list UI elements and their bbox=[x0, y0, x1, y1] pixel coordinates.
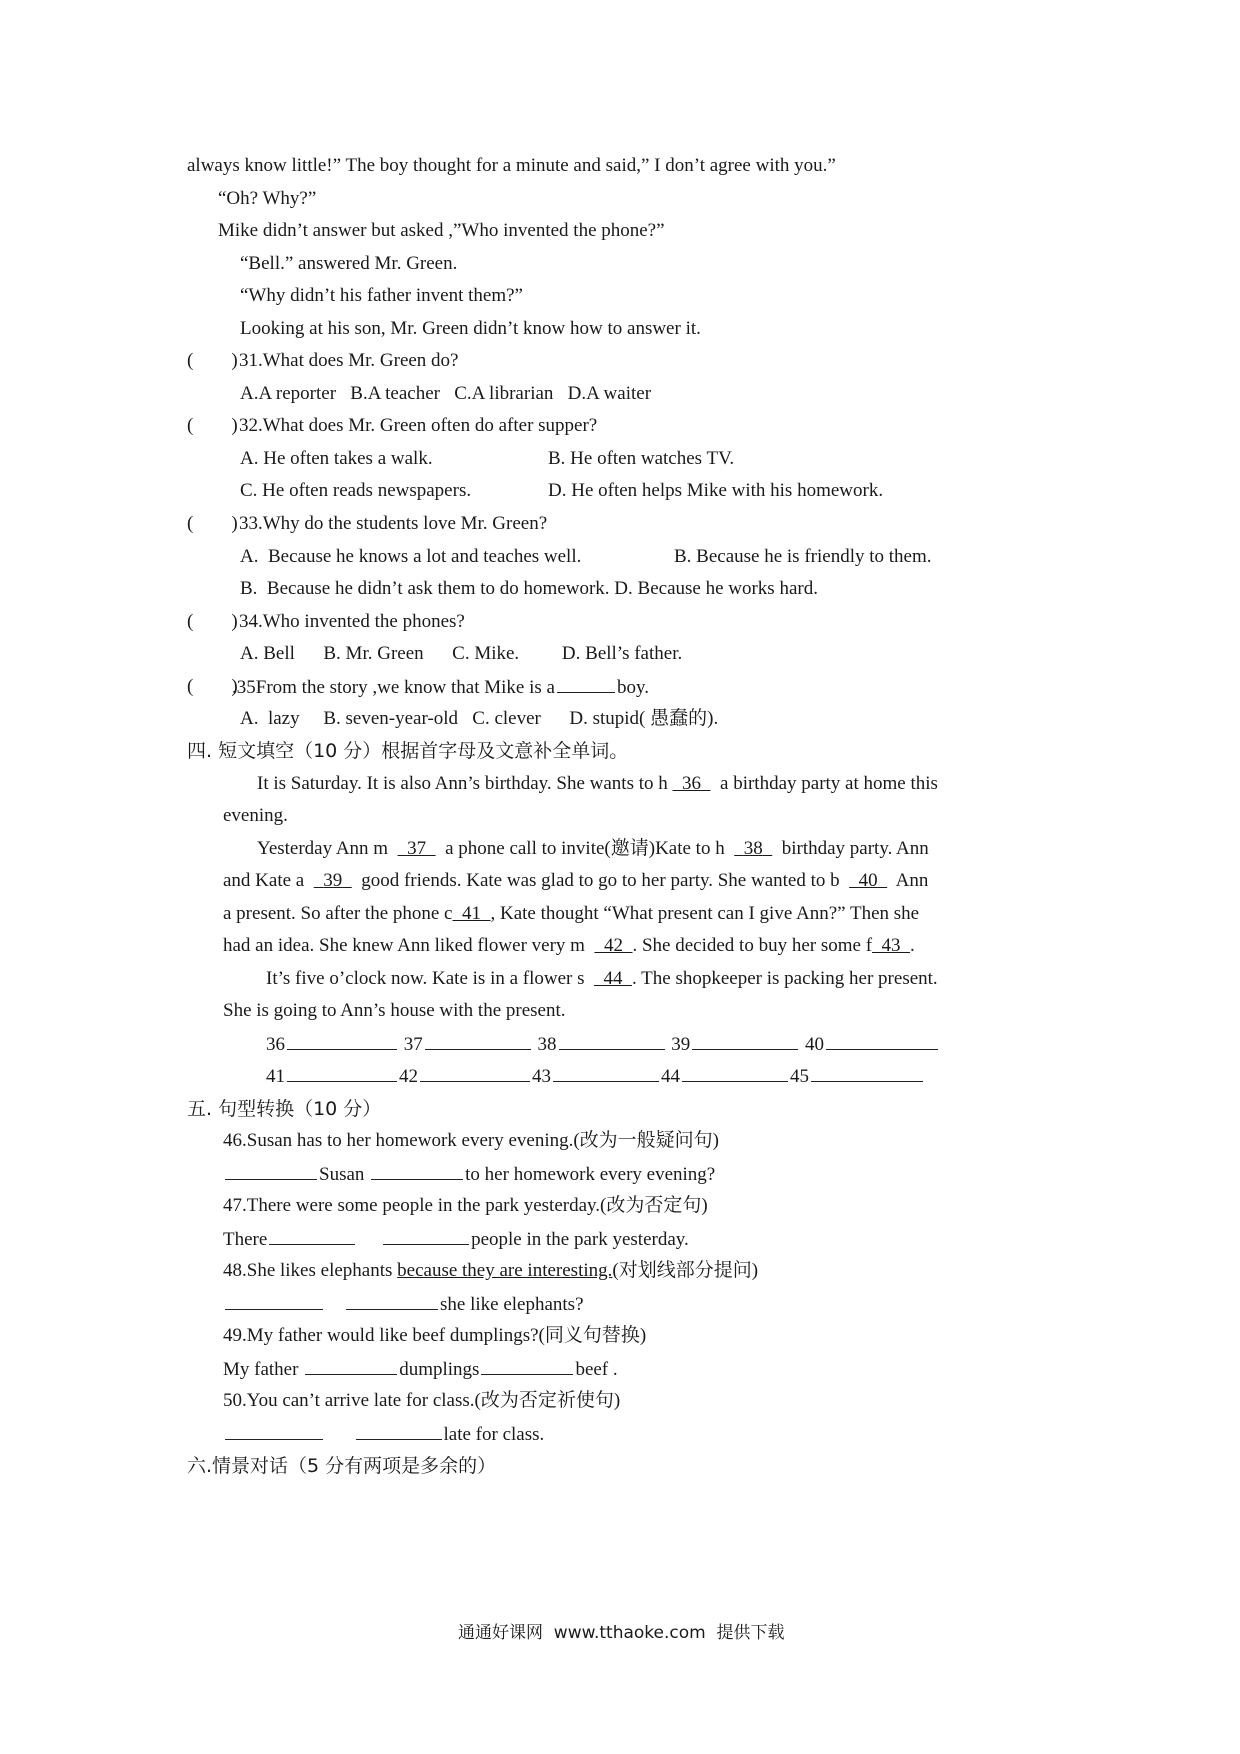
question-49: 49.My father would like beef dumplings?(同义句替换) bbox=[223, 1325, 647, 1346]
answer-blank-37[interactable] bbox=[425, 1031, 531, 1050]
blank-36[interactable]: 36 bbox=[682, 773, 702, 794]
cloze-line-5: a present. So after the phone c 41 , Kate thought “What present can I give Ann?” Then she bbox=[223, 903, 920, 924]
question-50: 50.You can’t arrive late for class.(改为否定祈使句) bbox=[223, 1390, 621, 1411]
question-35: .35From the story ,we know that Mike is a boy. bbox=[232, 674, 649, 701]
blank-42[interactable]: 42 bbox=[603, 935, 623, 956]
blank-49-1[interactable] bbox=[305, 1356, 397, 1375]
option-33-cd: B. Because he didn’t ask them to do homework. D. Because he works hard. bbox=[240, 578, 818, 599]
blank-50-1[interactable] bbox=[225, 1421, 323, 1440]
cloze-line-7: It’s five o’clock now. Kate is in a flower s 44 . The shopkeeper is packing her present. bbox=[266, 968, 938, 989]
blank-43[interactable]: 43 bbox=[881, 935, 901, 956]
blank-46-2[interactable] bbox=[371, 1161, 463, 1180]
blank-39[interactable]: 39 bbox=[323, 870, 343, 891]
cloze-line-4: and Kate a 39 good friends. Kate was glad to go to her party. She wanted to b 40 Ann bbox=[223, 870, 929, 891]
cloze-line-2: evening. bbox=[223, 805, 288, 826]
cloze-line-6: had an idea. She knew Ann liked flower very m 42 . She decided to buy her some f 43 . bbox=[223, 935, 915, 956]
story-line-5: “Why didn’t his father invent them?” bbox=[240, 285, 523, 306]
underlined-part-48: because they are interesting. bbox=[397, 1260, 613, 1281]
blank-47-2[interactable] bbox=[383, 1226, 469, 1245]
question-34: 34.Who invented the phones? bbox=[239, 611, 465, 632]
option-33-a: A. Because he knows a lot and teaches well. bbox=[240, 546, 582, 567]
blank-44[interactable]: 44 bbox=[603, 968, 623, 989]
answer-50: late for class. bbox=[223, 1421, 544, 1448]
question-46: 46.Susan has to her homework every evening.(改为一般疑问句) bbox=[223, 1130, 720, 1151]
story-line-6: Looking at his son, Mr. Green didn’t know how to answer it. bbox=[240, 318, 701, 339]
section-5-heading: 五. 句型转换（10 分） bbox=[187, 1098, 382, 1120]
options-34: A. Bell B. Mr. Green C. Mike. D. Bell’s father. bbox=[240, 643, 683, 664]
blank-50-2[interactable] bbox=[356, 1421, 442, 1440]
section-4-heading: 四. 短文填空（10 分）根据首字母及文意补全单词。 bbox=[187, 740, 629, 762]
blank-47-1[interactable] bbox=[269, 1226, 355, 1245]
option-33-b: B. Because he is friendly to them. bbox=[674, 546, 932, 567]
answer-blank-41[interactable] bbox=[287, 1063, 397, 1082]
question-48: 48.She likes elephants because they are interesting.(对划线部分提问) bbox=[223, 1260, 759, 1281]
blank-38[interactable]: 38 bbox=[743, 838, 763, 859]
option-32-c: C. He often reads newspapers. bbox=[240, 480, 472, 501]
answer-blank-44[interactable] bbox=[682, 1063, 788, 1082]
story-line-2: “Oh? Why?” bbox=[218, 188, 317, 209]
answer-46: Susan to her homework every evening? bbox=[223, 1161, 715, 1188]
option-32-a: A. He often takes a walk. bbox=[240, 448, 433, 469]
blank-48-2[interactable] bbox=[346, 1291, 438, 1310]
cloze-line-1: It is Saturday. It is also Ann’s birthday. She wants to h 36 a birthday party at home this bbox=[257, 773, 938, 794]
blank-46-1[interactable] bbox=[225, 1161, 317, 1180]
section-6-heading: 六.情景对话（5 分有两项是多余的） bbox=[187, 1455, 497, 1477]
blank-35[interactable] bbox=[557, 674, 615, 693]
answer-blank-36[interactable] bbox=[287, 1031, 397, 1050]
question-33: 33.Why do the students love Mr. Green? bbox=[239, 513, 548, 534]
answer-bracket-32[interactable]: ( ) bbox=[187, 415, 238, 436]
story-line-3: Mike didn’t answer but asked ,”Who invented the phone?” bbox=[218, 220, 665, 241]
option-32-d: D. He often helps Mike with his homework. bbox=[548, 480, 884, 501]
answer-48: she like elephants? bbox=[223, 1291, 584, 1318]
blank-40[interactable]: 40 bbox=[858, 870, 878, 891]
blank-37[interactable]: 37 bbox=[407, 838, 427, 859]
answer-49: My father dumplings beef . bbox=[223, 1356, 618, 1383]
answer-bracket-34[interactable]: ( ) bbox=[187, 611, 238, 632]
answer-row-2: 41 42 43 44 45 bbox=[266, 1063, 925, 1090]
blank-48-1[interactable] bbox=[225, 1291, 323, 1310]
question-47: 47.There were some people in the park yesterday.(改为否定句) bbox=[223, 1195, 708, 1216]
answer-blank-42[interactable] bbox=[420, 1063, 530, 1082]
answer-47: There people in the park yesterday. bbox=[223, 1226, 689, 1253]
story-line-1: always know little!” The boy thought for a minute and said,” I don’t agree with you.” bbox=[187, 155, 836, 176]
question-31: 31.What does Mr. Green do? bbox=[239, 350, 459, 371]
answer-bracket-35[interactable]: ( ) bbox=[187, 676, 238, 697]
blank-41[interactable]: 41 bbox=[462, 903, 481, 924]
answer-row-1: 36 37 38 39 40 bbox=[266, 1031, 940, 1058]
page-footer: 通通好课网 www.tthaoke.com 提供下载 bbox=[458, 1623, 785, 1643]
options-31: A.A reporter B.A teacher C.A librarian D.A waiter bbox=[240, 383, 652, 404]
question-32: 32.What does Mr. Green often do after supper? bbox=[239, 415, 598, 436]
answer-blank-45[interactable] bbox=[811, 1063, 923, 1082]
cloze-line-3: Yesterday Ann m 37 a phone call to invite(邀请)Kate to h 38 birthday party. Ann bbox=[257, 838, 929, 859]
answer-blank-39[interactable] bbox=[692, 1031, 798, 1050]
answer-bracket-31[interactable]: ( ) bbox=[187, 350, 238, 371]
answer-blank-38[interactable] bbox=[559, 1031, 665, 1050]
story-line-4: “Bell.” answered Mr. Green. bbox=[240, 253, 458, 274]
blank-49-2[interactable] bbox=[481, 1356, 573, 1375]
answer-blank-43[interactable] bbox=[553, 1063, 659, 1082]
answer-blank-40[interactable] bbox=[826, 1031, 938, 1050]
answer-bracket-33[interactable]: ( ) bbox=[187, 513, 238, 534]
cloze-line-8: She is going to Ann’s house with the present. bbox=[223, 1000, 566, 1021]
option-32-b: B. He often watches TV. bbox=[548, 448, 735, 469]
options-35: A. lazy B. seven-year-old C. clever D. stupid( 愚蠢的). bbox=[240, 708, 719, 729]
